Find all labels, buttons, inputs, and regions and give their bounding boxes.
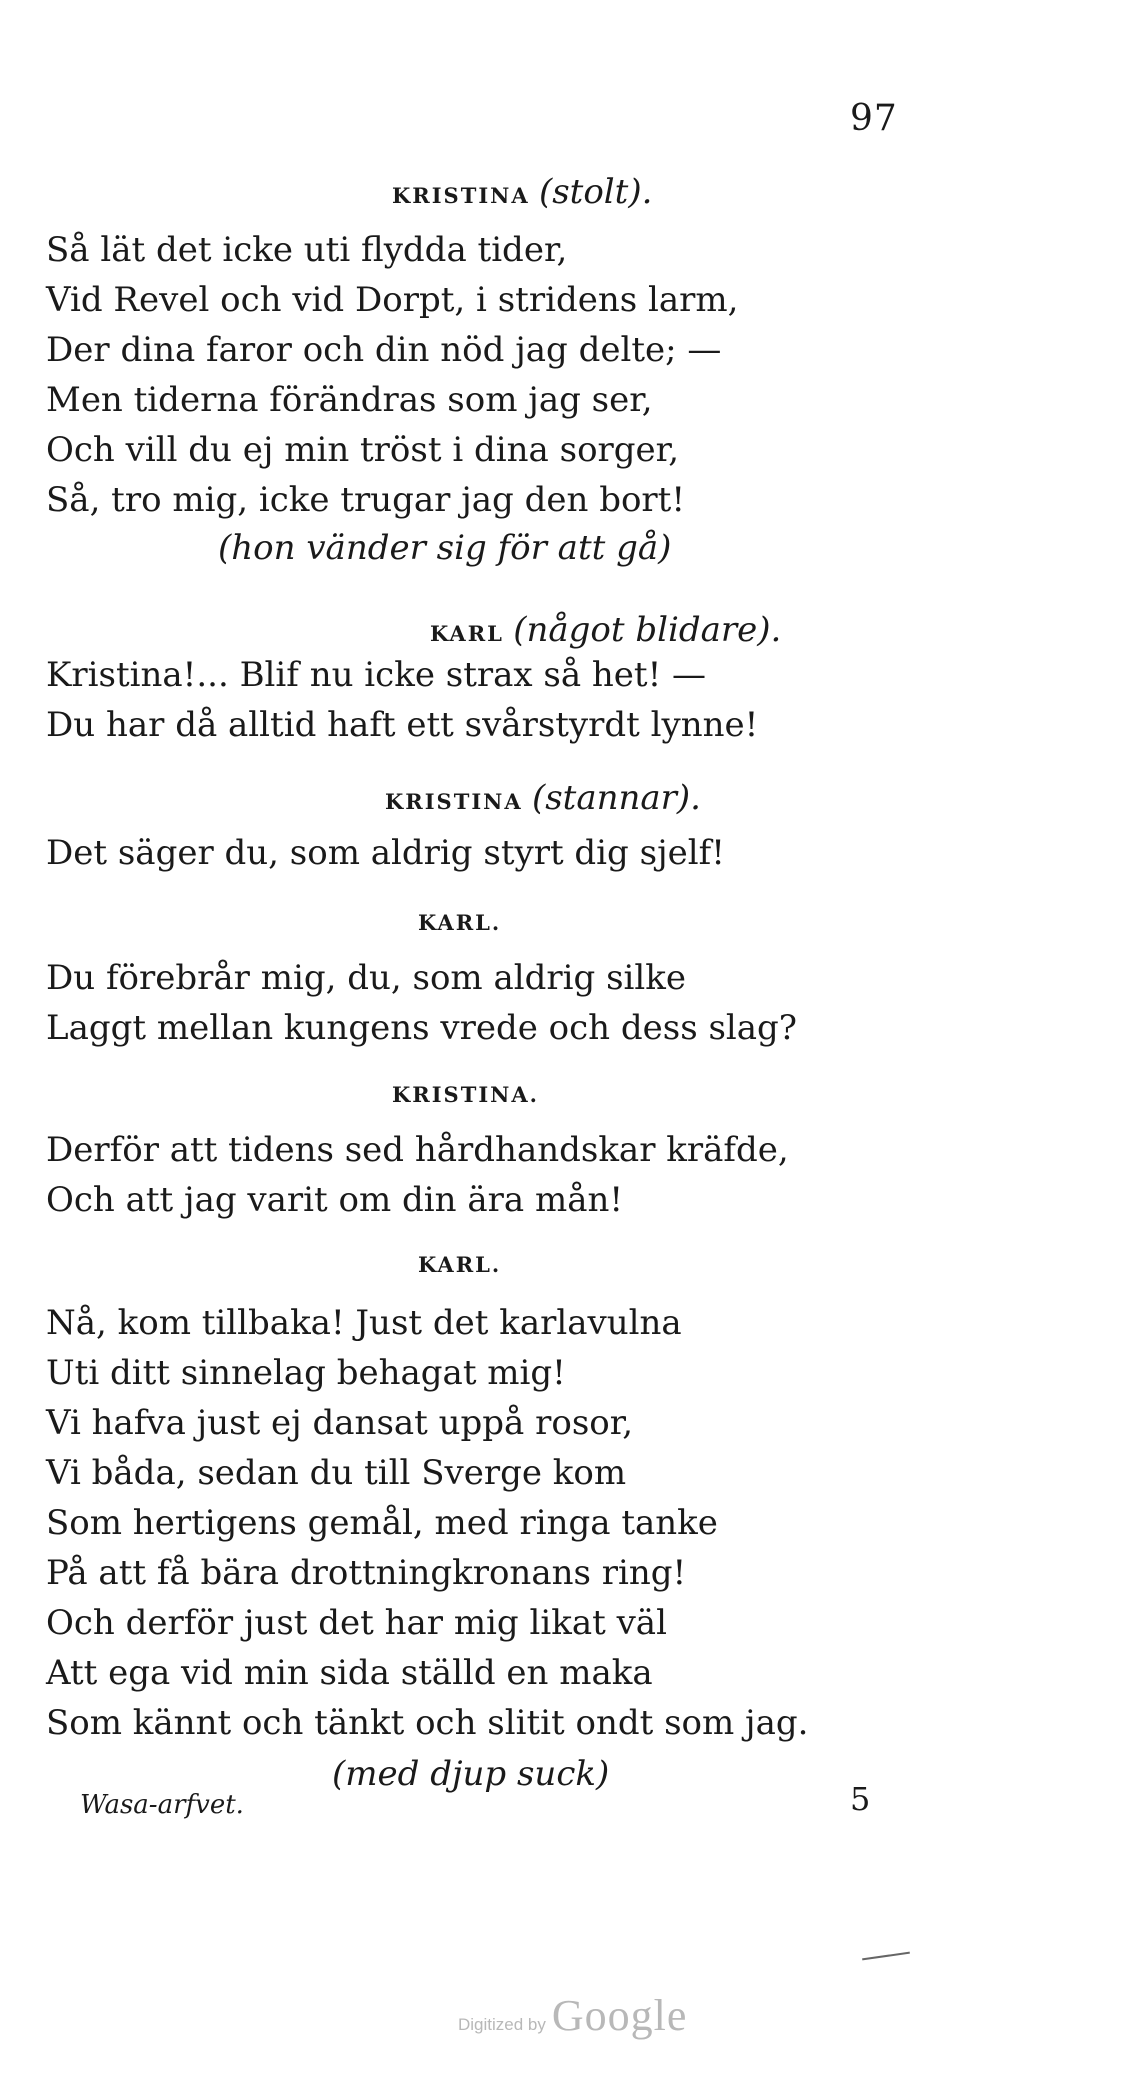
- signature-mark: 5: [850, 1780, 871, 1818]
- verse-line: Derför att tidens sed hårdhandskar kräfde,: [46, 1130, 789, 1170]
- google-logo: Google: [551, 1991, 688, 2040]
- verse-line: Laggt mellan kungens vrede och dess slag?: [46, 1008, 798, 1048]
- verse-line: På att få bära drottningkronans ring!: [46, 1553, 687, 1593]
- verse-line: Kristina!... Blif nu icke strax så het! —: [46, 655, 707, 695]
- verse-line: Och att jag varit om din ära mån!: [46, 1180, 624, 1220]
- verse-block: [46, 650, 758, 750]
- verse-line: Der dina faror och din nöd jag delte; —: [46, 330, 722, 370]
- speaker-name: KARL: [430, 621, 504, 646]
- speaker-heading: [385, 778, 701, 818]
- verse-line: Men tiderna förändras som jag ser,: [46, 380, 653, 420]
- verse-line: Vi båda, sedan du till Sverge kom: [46, 1453, 627, 1493]
- verse-block: [46, 828, 725, 878]
- speaker-direction: (stannar).: [531, 778, 701, 818]
- verse-line: Som kännt och tänkt och slitit ondt som jag.: [46, 1703, 809, 1743]
- verse-line: Vid Revel och vid Dorpt, i stridens larm,: [46, 280, 739, 320]
- verse-block: [46, 953, 797, 1053]
- verse-line: Det säger du, som aldrig styrt dig sjelf!: [46, 833, 725, 873]
- page-number: 97: [850, 98, 898, 139]
- stage-direction: (med djup suck): [332, 1754, 610, 1794]
- speaker-name: KARL.: [418, 910, 502, 935]
- running-footer-title: Wasa-arfvet.: [80, 1790, 244, 1820]
- verse-line: Uti ditt sinnelag behagat mig!: [46, 1353, 566, 1393]
- speaker-heading: [430, 610, 781, 650]
- speaker-heading: [392, 1082, 539, 1107]
- speaker-direction: (något blidare).: [513, 610, 782, 650]
- verse-line: Så lät det icke uti flydda tider,: [46, 230, 568, 270]
- verse-block: [46, 1298, 808, 1748]
- speaker-heading: [418, 910, 501, 935]
- watermark-prefix: Digitized by: [458, 2015, 546, 2034]
- verse-line: Och vill du ej min tröst i dina sorger,: [46, 430, 680, 470]
- pencil-mark: [862, 1952, 910, 1961]
- verse-line: Och derför just det har mig likat väl: [46, 1603, 667, 1643]
- speaker-heading: [418, 1252, 501, 1277]
- verse-block: [46, 225, 738, 525]
- speaker-name: KRISTINA: [385, 789, 523, 814]
- speaker-name: KARL.: [418, 1252, 502, 1277]
- verse-line: Nå, kom tillbaka! Just det karlavulna: [46, 1303, 682, 1343]
- verse-line: Så, tro mig, icke trugar jag den bort!: [46, 480, 686, 520]
- verse-line: Att ega vid min sida ställd en maka: [46, 1653, 653, 1693]
- digitized-watermark: [458, 1990, 687, 2041]
- speaker-heading: [392, 172, 652, 212]
- stage-direction: (hon vänder sig för att gå): [218, 528, 672, 568]
- speaker-direction: (stolt).: [538, 172, 653, 212]
- speaker-name: KRISTINA: [392, 183, 530, 208]
- verse-line: Du förebrår mig, du, som aldrig silke: [46, 958, 687, 998]
- verse-line: Som hertigens gemål, med ringa tanke: [46, 1503, 718, 1543]
- verse-block: [46, 1125, 789, 1225]
- verse-line: Vi hafva just ej dansat uppå rosor,: [46, 1403, 634, 1443]
- speaker-name: KRISTINA.: [392, 1082, 539, 1107]
- verse-line: Du har då alltid haft ett svårstyrdt lynne!: [46, 705, 759, 745]
